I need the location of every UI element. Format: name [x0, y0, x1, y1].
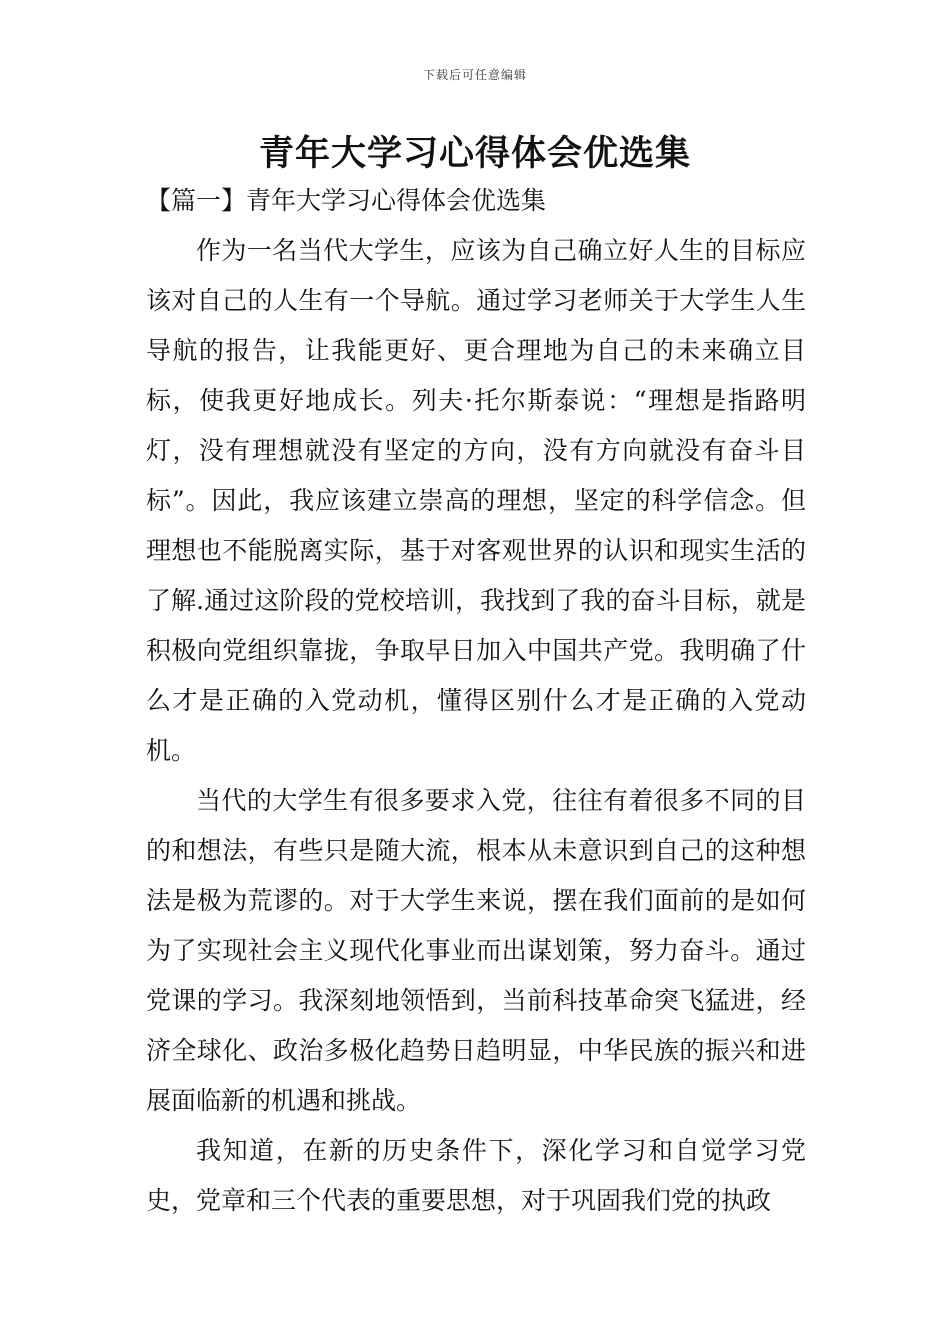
paragraph-2: 当代的大学生有很多要求入党，往往有着很多不同的目的和想法，有些只是随大流，根本从未意识到自己的这种想法是极为荒谬的。对于大学生来说，摆在我们面前的是如何为了实现社会主义现代化事业而出谋划策，努力奋斗。通过党课的学习。我深刻地领悟到，当前科技革命突飞猛进，经济全球化、政治多极化趋势日趋明显，中华民族的振兴和进展面临新的机遇和挑战。: [146, 786, 806, 1115]
paragraph-3: 我知道，在新的历史条件下，深化学习和自觉学习党史，党章和三个代表的重要思想，对于巩固我们党的执政: [146, 1136, 806, 1215]
header-note: 下载后可任意编辑: [422, 68, 527, 82]
paragraph-1: 作为一名当代大学生，应该为自己确立好人生的目标应该对自己的人生有一个导航。通过学习老师关于大学生人生导航的报告，让我能更好、更合理地为自己的未来确立目标，使我更好地成长。列夫·托尔斯泰说：“理想是指路明灯，没有理想就没有坚定的方向，没有方向就没有奋斗目标”。因此，我应该建立崇高的理想，坚定的科学信念。但理想也不能脱离实际，基于对客观世界的认识和现实生活的了解.通过这阶段的党校培训，我找到了我的奋斗目标，就是积极向党组织靠拢，争取早日加入中国共产党。我明确了什么才是正确的入党动机，懂得区别什么才是正确的入党动机。: [146, 236, 806, 765]
document-body: [146, 226, 806, 1226]
section-heading: 【篇一】青年大学习心得体会优选集: [146, 186, 547, 215]
document-title: 青年大学习心得体会优选集: [258, 134, 691, 174]
